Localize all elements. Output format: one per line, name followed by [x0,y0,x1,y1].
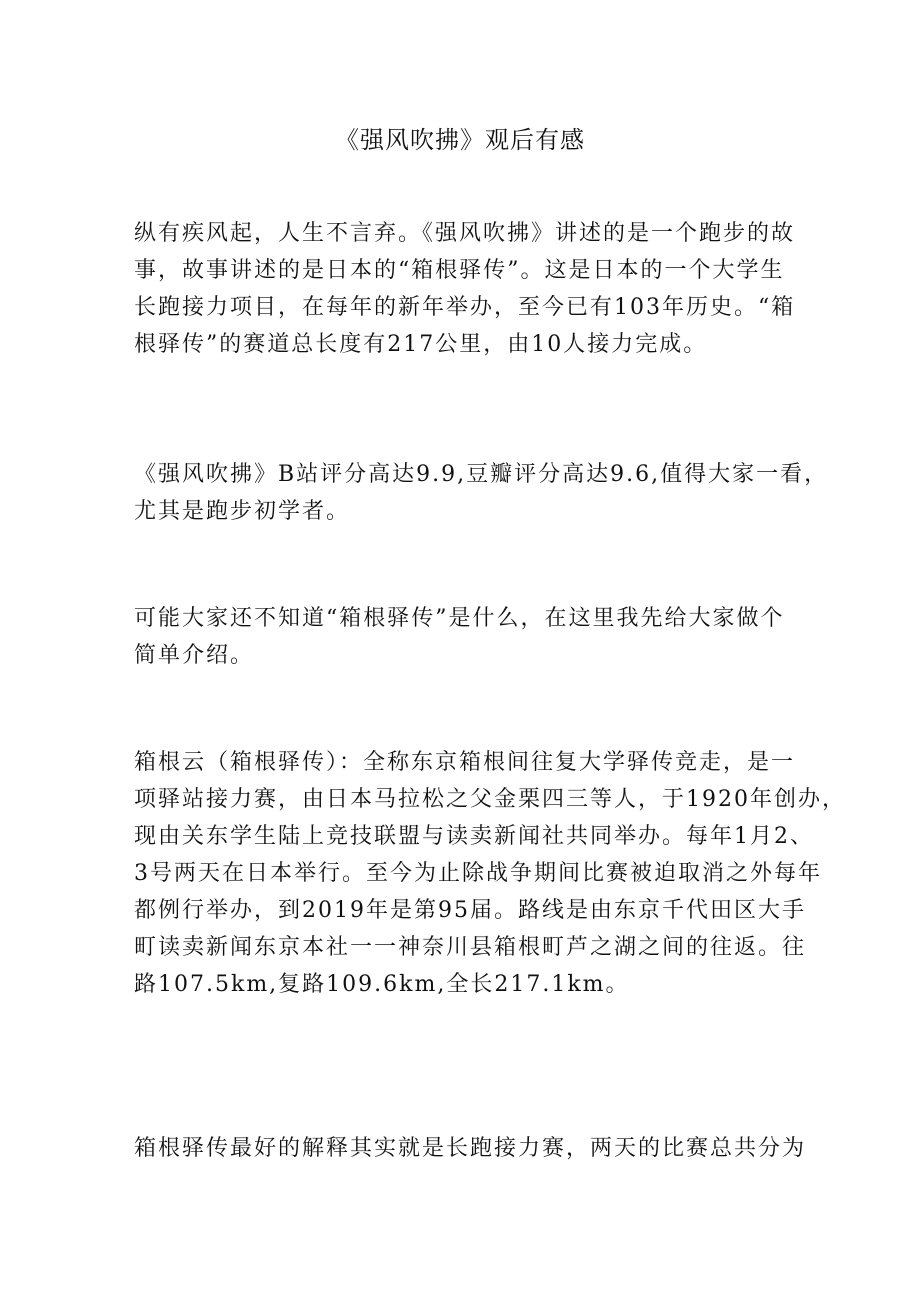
paragraph-explanation [134,1130,807,1167]
paragraph-line: 长跑接力项目，在每年的新年举办，至今已有103年历史。“箱 [134,295,796,320]
paragraph-line: 可能大家还不知道“箱根驿传”是什么，在这里我先给大家做个 [134,606,785,631]
paragraph-line: 路107.5km,复路109.6km,全长217.1km。 [134,972,630,997]
paragraph-line: 简单介绍。 [134,643,255,668]
paragraph-line: 项驿站接力赛，由日本马拉松之父金栗四三等人，于1920年创办， [134,787,846,812]
paragraph-line: 《强风吹拂》B站评分高达9.9,豆瓣评分高达9.6,值得大家一看， [134,462,829,487]
paragraph-line: 事，故事讲述的是日本的“箱根驿传”。这是日本的一个大学生 [134,258,785,283]
paragraph-intro-hakone [134,600,794,674]
paragraph-line: 箱根驿传最好的解释其实就是长跑接力赛，两天的比赛总共分为 [134,1136,807,1161]
document-title: 《强风吹拂》观后有感 [335,126,585,154]
paragraph-line: 箱根云（箱根驿传）：全称东京箱根间往复大学驿传竞走，是一 [134,750,796,775]
paragraph-line: 现由关东学生陆上竞技联盟与读卖新闻社共同举办。每年1月2、 [134,824,814,849]
paragraph-line: 町读卖新闻东京本社一一神奈川县箱根町芦之湖之间的往返。往 [134,935,807,960]
paragraph-intro [134,215,794,363]
paragraph-line: 根驿传”的赛道总长度有217公里，由10人接力完成。 [134,332,708,357]
paragraph-hakone-details [134,744,846,1003]
paragraph-ratings [134,456,829,530]
paragraph-line: 3号两天在日本举行。至今为止除战争期间比赛被迫取消之外每年 [134,861,822,886]
paragraph-line: 尤其是跑步初学者。 [134,499,351,524]
paragraph-line: 纵有疾风起，人生不言弃。《强风吹拂》讲述的是一个跑步的故 [134,221,796,246]
paragraph-line: 都例行举办，到2019年是第95届。路线是由东京千代田区大手 [134,898,806,923]
